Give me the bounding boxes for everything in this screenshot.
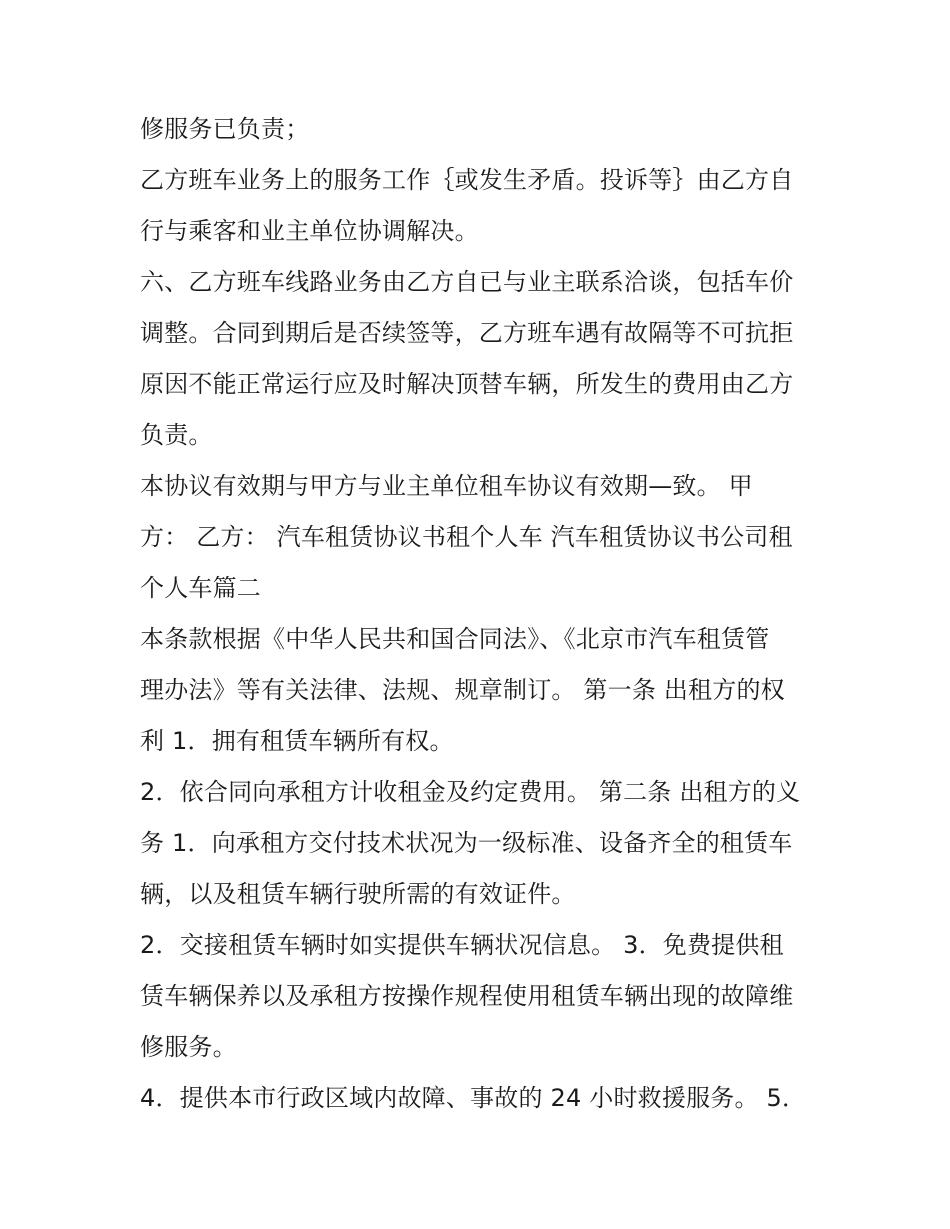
text-line: 调整。合同到期后是否续签等，乙方班车遇有故隔等不可抗拒 [140, 319, 794, 347]
text-line: 4．提供本市行政区域内故障、事故的 24 小时救援服务。 5． [140, 1084, 807, 1112]
text-line: 利 1．拥有租赁车辆所有权。 [140, 727, 454, 755]
text-line: 方： 乙方： 汽车租赁协议书租个人车 汽车租赁协议书公司租 [140, 523, 793, 551]
text-line: 理办法》等有关法律、法规、规章制订。 第一条 出租方的权 [140, 676, 785, 704]
text-line: 本条款根据《中华人民共和国合同法》、《北京市汽车租赁管 [140, 625, 770, 653]
text-line: 乙方班车业务上的服务工作｛或发生矛盾。投诉等｝由乙方自 [140, 166, 794, 194]
text-line: 2．交接租赁车辆时如实提供车辆状况信息。 3．免费提供租 [140, 931, 784, 959]
text-line: 负责。 [140, 421, 213, 449]
text-line: 行与乘客和业主单位协调解决。 [140, 217, 479, 245]
text-line: 六、乙方班车线路业务由乙方自已与业主联系洽谈，包括车价 [140, 268, 794, 296]
text-line: 个人车篇二 [140, 574, 261, 602]
text-line: 赁车辆保养以及承租方按操作规程使用租赁车辆出现的故障维 [140, 982, 794, 1010]
text-line: 本协议有效期与甲方与业主单位租车协议有效期—致。 甲 [140, 472, 753, 500]
document-body [140, 104, 820, 1124]
text-line: 修服务。 [140, 1033, 237, 1061]
text-line: 修服务已负责； [140, 115, 310, 143]
text-line: 2．依合同向承租方计收租金及约定费用。 第二条 出租方的义 [140, 778, 801, 806]
text-line: 务 1．向承租方交付技术状况为一级标准、设备齐全的租赁车 [140, 829, 793, 857]
text-line: 原因不能正常运行应及时解决顶替车辆，所发生的费用由乙方 [140, 370, 794, 398]
text-line: 辆，以及租赁车辆行驶所需的有效证件。 [140, 880, 576, 908]
